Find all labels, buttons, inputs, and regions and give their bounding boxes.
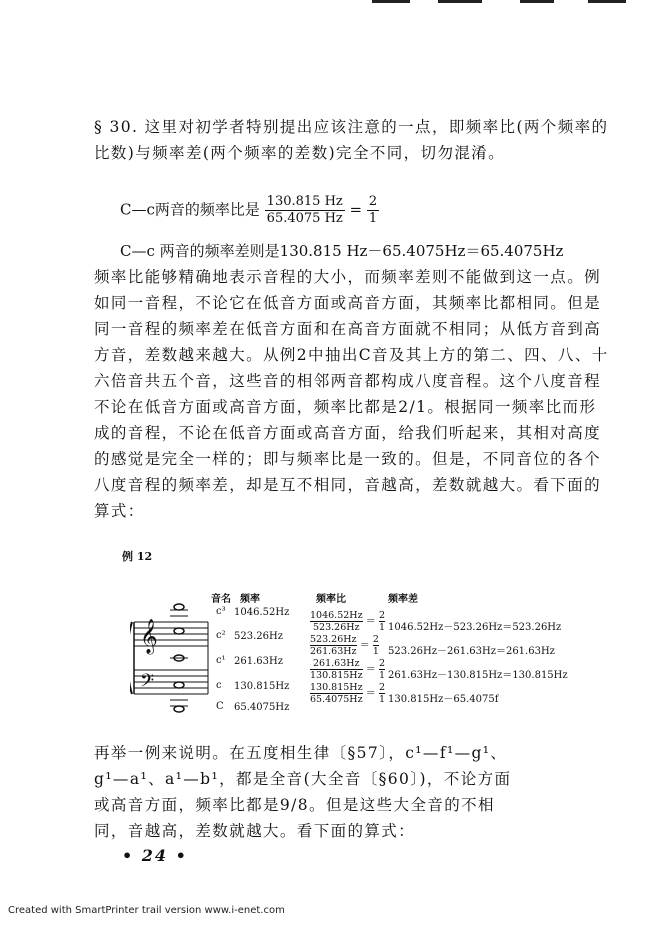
ratio-result-numerator: 2 — [368, 194, 378, 209]
ratio-num: 130.815Hz — [310, 682, 363, 693]
note-name-c: c — [216, 680, 222, 691]
ratio-prefix: C—c两音的频率比是 — [120, 200, 260, 219]
ratio-result — [367, 194, 379, 227]
ratio-result-num: 2 — [378, 610, 385, 621]
ratio-row: $\frac{130.815Hz}{65.4075Hz}$ ＝ $\frac{2}{1}$ — [310, 682, 385, 705]
note-name-C: C — [216, 701, 224, 712]
ratio-result — [379, 682, 385, 705]
note-name-c3: c³ — [216, 606, 226, 617]
ratio-num: 1046.52Hz — [310, 610, 363, 621]
example-label: 例 12 — [122, 550, 153, 563]
ratio-result — [379, 658, 385, 681]
difference-row: 1046.52Hz－523.26Hz＝523.26Hz — [388, 622, 562, 633]
header-note-name: 音名 — [211, 594, 231, 605]
ratio-equals: = — [349, 200, 363, 219]
grand-staff — [130, 600, 210, 720]
note-name-c1: c¹ — [216, 655, 226, 666]
ratio-result — [373, 634, 379, 657]
ratio-result-den: 1 — [372, 646, 379, 657]
page-number: • 24 • — [122, 846, 188, 865]
ratio-den: 261.63Hz — [310, 646, 357, 657]
ratio-fraction — [310, 682, 363, 705]
example-12-figure — [130, 590, 600, 720]
ratio-fraction — [310, 634, 357, 657]
ratio-row: $\frac{1046.52Hz}{523.26Hz}$ ＝ $\frac{2}{1}$ — [310, 610, 385, 633]
difference-row: 130.815Hz－65.4075f — [388, 694, 499, 705]
ratio-result-num: 2 — [372, 634, 379, 645]
ratio-result-den: 1 — [378, 670, 385, 681]
ratio-den: 523.26Hz — [313, 622, 360, 633]
top-rule — [438, 0, 482, 3]
top-rule — [520, 0, 554, 3]
ratio-num: 261.63Hz — [310, 658, 363, 670]
svg-text:𝄢: 𝄢 — [140, 671, 155, 696]
ratio-result-num: 2 — [378, 658, 385, 669]
ratio-fraction — [310, 610, 363, 633]
note-name-c2: c² — [216, 630, 226, 641]
footer-watermark: Created with SmartPrinter trail version www.i-enet.com — [8, 905, 285, 916]
ratio-equation — [120, 194, 379, 227]
difference-row: 523.26Hz－261.63Hz＝261.63Hz — [388, 646, 555, 657]
ratio-result-num: 2 — [378, 682, 385, 693]
ratio-result-den: 1 — [378, 694, 385, 705]
header-ratio: 频率比 — [316, 594, 346, 605]
note-freq-C: 65.4075Hz — [234, 702, 290, 713]
ratio-num: 523.26Hz — [310, 634, 357, 645]
difference-row: 261.63Hz－130.815Hz＝130.815Hz — [388, 670, 568, 681]
ratio-fraction — [265, 194, 345, 227]
header-difference: 频率差 — [388, 594, 418, 605]
ratio-result — [379, 610, 385, 633]
paragraph-further-example: 再举一例来说明。在五度相生律〔§57〕，c¹—f¹—g¹、g¹—a¹、a¹—b¹，都是全音(大全音〔§60〕)，不论方面或高音方面，频率比都是9/8。但是这些大全音的不相同，音越高，差数就越大。看下面的算式： — [94, 744, 512, 840]
note-freq-c: 130.815Hz — [234, 681, 290, 692]
top-rule — [588, 0, 626, 3]
svg-text:𝄞: 𝄞 — [140, 619, 158, 654]
ratio-row: $\frac{523.26Hz}{261.63Hz}$ ＝ $\frac{2}{1}$ — [310, 634, 379, 657]
ratio-row: $\frac{261.63Hz}{130.815Hz}$ ＝ $\frac{2}{1}$ — [310, 658, 385, 681]
ratio-numerator: 130.815 Hz — [266, 194, 343, 209]
ratio-fraction — [310, 658, 363, 681]
ratio-den: 130.815Hz — [310, 670, 363, 681]
top-rule — [372, 0, 410, 3]
header-frequency: 频率 — [240, 594, 260, 605]
ratio-result-den: 1 — [378, 622, 385, 633]
ratio-result-denominator: 1 — [368, 211, 378, 226]
ratio-denominator: 65.4075 Hz — [266, 211, 343, 226]
difference-equation: C—c 两音的频率差则是130.815 Hz－65.4075Hz＝65.4075Hz — [120, 242, 564, 260]
note-freq-c1: 261.63Hz — [234, 656, 283, 667]
paragraph-explanation: 频率比能够精确地表示音程的大小，而频率差则不能做到这一点。例如同一音程，不论它在低音方面或高音方面，其频率比都相同。但是同一音程的频率差在低音方面和在高音方面就不相同；从低方音到高方音，差数越来越大。从例2中抽出C音及其上方的第二、四、八、十六倍音共五个音，这些音的相邻两音都构成八度音程。这个八度音程不论在低音方面或高音方面，频率比都是2/1。根据同一频率比而形成的音程，不论在低音方面或高音方面，给我们听起来，其相对高度的感觉是完全一样的；即与频率比是一致的。但是，不同音位的各个八度音程的频率差，却是互不相同，音越高，差数就越大。看下面的算式： — [94, 268, 609, 520]
ratio-den: 65.4075Hz — [310, 694, 363, 705]
note-freq-c2: 523.26Hz — [234, 631, 283, 642]
paragraph-section-30: § 30. 这里对初学者特别提出应该注意的一点，即频率比(两个频率的比数)与频率差(两个频率的差数)完全不同，切勿混淆。 — [94, 118, 609, 162]
note-freq-c3: 1046.52Hz — [234, 607, 290, 618]
